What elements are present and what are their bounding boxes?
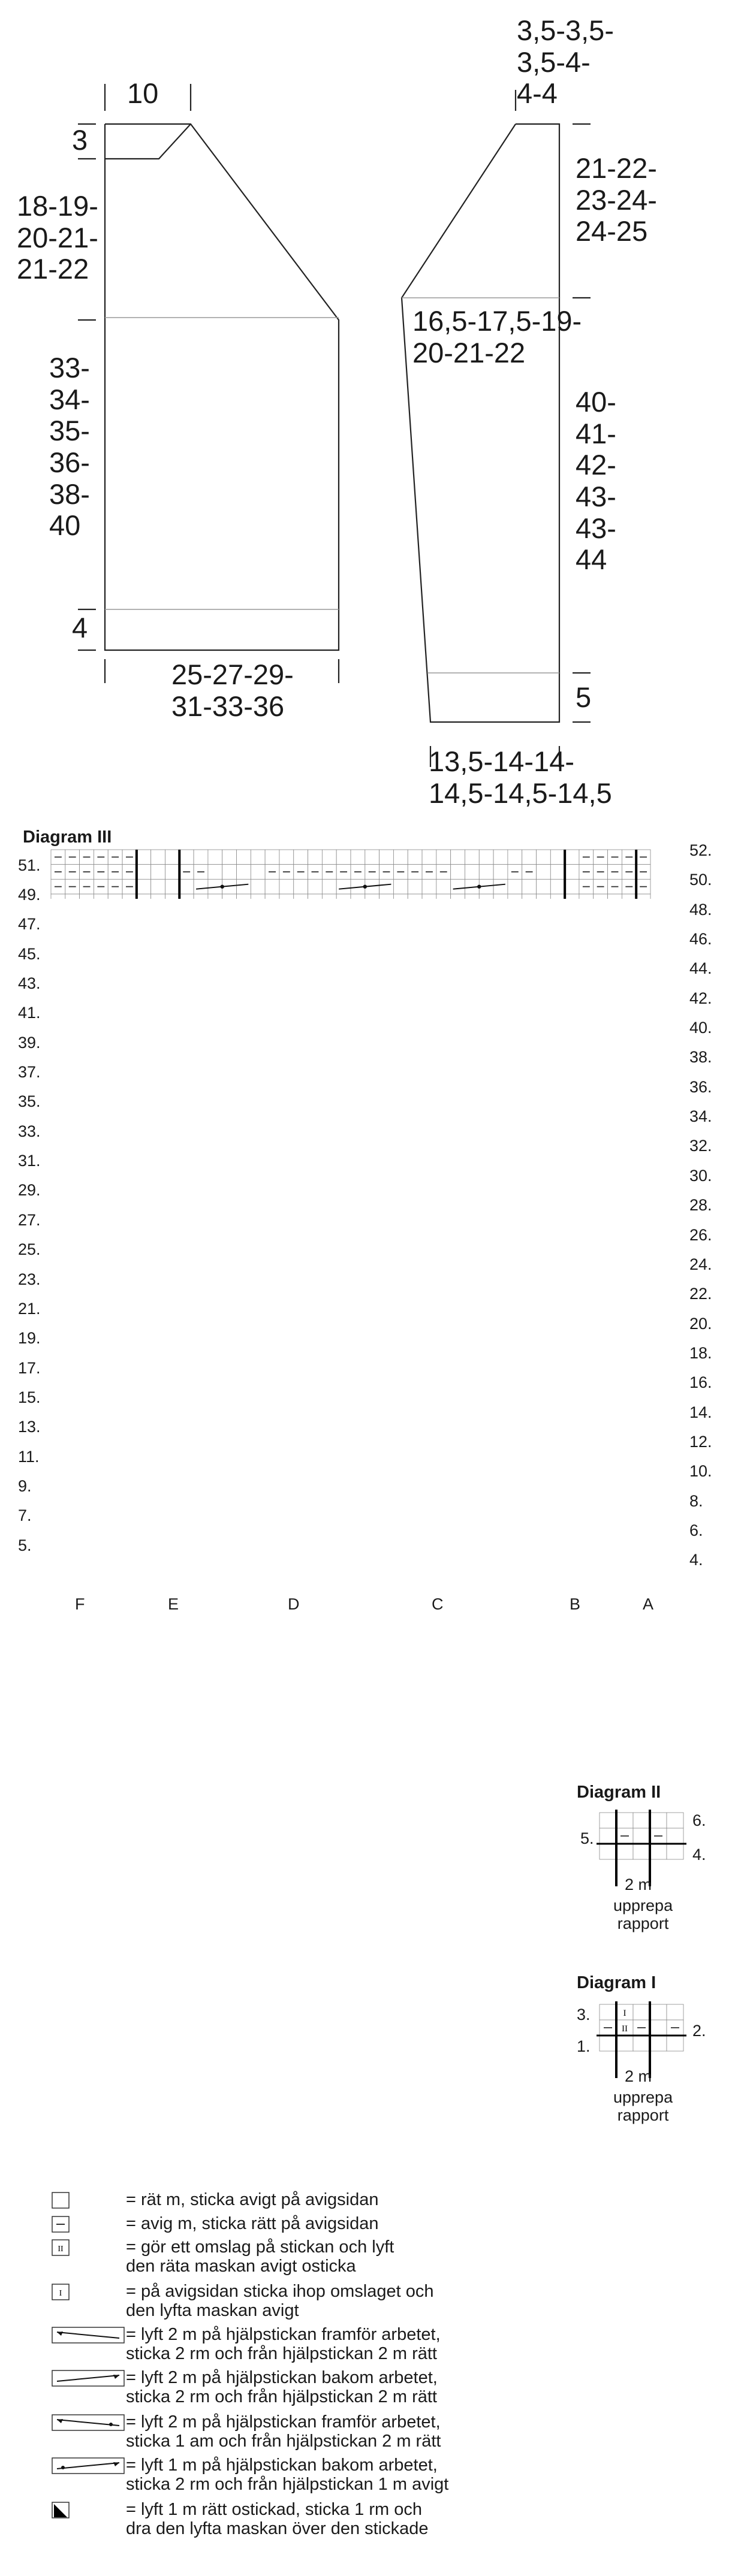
yarn-over-slip-icon [51,2239,71,2257]
diagram-2-repeat-count: 2 m [625,1876,652,1894]
row-number-right: 32. [689,1137,712,1155]
diagram-2-repeat-label: upprepa rapport [613,1896,673,1933]
purl-dot [109,2423,113,2426]
row-number-left: 47. [18,915,41,934]
section-letter: E [168,1595,179,1613]
row-number-right: 40. [689,1019,712,1037]
front-top-width: 10 [127,77,159,109]
diagram-2-row-6: 6. [692,1811,706,1829]
sleeve-cuff-height: 5 [576,681,592,713]
symbol-glyph: II [58,2245,64,2254]
legend-text: = rät m, sticka avigt på avigsidan [126,2190,379,2209]
sleeve-cap-height: 21-22- 23-24- 24-25 [576,152,657,247]
legend-swatch [52,2193,69,2208]
diagram-2-title: Diagram II [577,1783,661,1802]
grid-cell [633,2036,650,2051]
legend-text: = gör ett omslag på stickan och lyft den räta maskan avigt osticka [126,2237,394,2276]
row-number-right: 42. [689,989,712,1007]
row-number-right: 24. [689,1255,712,1273]
grid-cell [650,2020,667,2036]
front-top-drop: 3 [72,124,88,156]
purl-together-symbol: II [622,2024,628,2034]
row-number-left: 39. [18,1033,41,1052]
row-number-right: 16. [689,1373,712,1392]
row-number-left: 25. [18,1240,41,1259]
row-number-left: 41. [18,1004,41,1022]
diagram-1-repeat-count: 2 m [625,2067,652,2085]
row-number-left: 11. [18,1447,40,1466]
sleeve-length: 40- 41- 42- 43- 43- 44 [576,386,616,576]
row-number-right: 52. [689,841,712,859]
row-number-right: 20. [689,1314,712,1333]
knit-square-icon [51,2191,71,2209]
section-letter: C [432,1595,444,1613]
grid-cell [633,2004,650,2020]
slip-knit-pass-icon [51,2501,71,2519]
diagram-1-row-3: 3. [577,2006,591,2024]
legend-text: = lyft 2 m på hjälpstickan bakom arbetet, sticka 2 rm och från hjälpstickan 2 m rätt [126,2368,438,2407]
section-letter: B [570,1595,581,1613]
row-number-left: 29. [18,1181,41,1200]
legend-text: = på avigsidan sticka ihop omslaget och den lyfta maskan avigt [126,2282,434,2321]
row-number-left: 45. [18,944,41,963]
row-number-left: 19. [18,1329,41,1348]
row-number-right: 34. [689,1107,712,1126]
diagram-1-row-1: 1. [577,2037,591,2055]
grid-cell [600,2004,616,2020]
row-number-right: 48. [689,900,712,919]
row-number-left: 37. [18,1063,41,1082]
row-number-left: 33. [18,1122,41,1140]
row-number-left: 31. [18,1152,41,1170]
row-number-right: 30. [689,1166,712,1185]
front-width: 25-27-29- 31-33-36 [171,659,294,722]
purl-together-icon [51,2283,71,2301]
diagram-1-row-2: 2. [692,2022,706,2040]
row-number-right: 50. [689,871,712,889]
row-number-left: 35. [18,1092,41,1111]
row-number-left: 23. [18,1270,41,1288]
sleeve-cuff-width: 13,5-14-14- 14,5-14,5-14,5 [429,745,612,809]
row-number-right: 10. [689,1462,712,1481]
row-number-right: 22. [689,1285,712,1303]
section-letter: F [75,1595,85,1613]
row-number-right: 38. [689,1048,712,1067]
sleeve-upper-width: 16,5-17,5-19- 20-21-22 [412,305,582,369]
row-number-left: 5. [18,1536,32,1554]
diagram-2-row-5: 5. [580,1829,594,1847]
cable-right-2-2-icon [51,2369,126,2387]
diagram-1-repeat-label: upprepa rapport [613,2088,673,2125]
cable-left-2-2-icon [51,2326,126,2344]
front-rib-height: 4 [72,612,88,644]
row-number-right: 18. [689,1343,712,1362]
grid-cell [650,2036,667,2051]
row-number-left: 43. [18,974,41,993]
grid-cell [616,2036,633,2051]
row-number-right: 36. [689,1077,712,1096]
row-number-right: 8. [689,1491,703,1510]
row-number-right: 4. [689,1551,703,1569]
cable-left-purl-icon [51,2414,126,2432]
row-number-left: 17. [18,1358,41,1377]
purl-dash-icon [51,2215,71,2233]
section-letter: A [643,1595,654,1613]
sleeve-top-width: 3,5-3,5- 3,5-4- 4-4 [517,14,614,110]
row-number-left: 9. [18,1476,32,1495]
section-letter: D [288,1595,300,1613]
row-number-left: 49. [18,886,41,904]
row-number-left: 21. [18,1299,41,1318]
row-number-left: 15. [18,1388,41,1406]
grid-cell [650,2004,667,2020]
legend-text: = lyft 1 m rätt ostickad, sticka 1 rm och dra den lyfta maskan över den stickade [126,2500,429,2539]
legend-text: = avig m, sticka rätt på avigsidan [126,2214,379,2233]
grid-cell [600,2036,616,2051]
grid-cell [667,2036,683,2051]
yarn-over-slip-symbol: I [623,2009,626,2018]
row-number-right: 26. [689,1225,712,1244]
diagram-2-row-4: 4. [692,1846,706,1864]
front-armhole-height: 18-19- 20-21- 21-22 [17,190,98,285]
row-number-right: 44. [689,959,712,978]
legend-text: = lyft 1 m på hjälpstickan bakom arbetet, sticka 2 rm och från hjälpstickan 1 m avigt [126,2456,449,2495]
front-body-length: 33- 34- 35- 36- 38- 40 [49,352,90,542]
row-number-right: 28. [689,1196,712,1215]
row-number-left: 13. [18,1418,41,1436]
diagram-1-title: Diagram I [577,1973,656,1992]
legend-text: = lyft 2 m på hjälpstickan framför arbetet, sticka 2 rm och från hjälpstickan 2 m rätt [126,2325,441,2364]
row-number-right: 12. [689,1432,712,1451]
row-number-right: 46. [689,930,712,949]
row-number-left: 7. [18,1506,32,1525]
row-number-left: 51. [18,856,41,874]
row-number-right: 6. [689,1521,703,1539]
row-number-right: 14. [689,1403,712,1421]
grid-cell [667,2004,683,2020]
diagram-3-title: Diagram III [23,828,112,847]
symbol-glyph: I [59,2289,62,2298]
legend-text: = lyft 2 m på hjälpstickan framför arbetet, sticka 1 am och från hjälpstickan 2 m rätt [126,2412,441,2451]
cable-right-purl-icon [51,2457,126,2475]
purl-dot [61,2466,65,2469]
row-number-left: 27. [18,1210,41,1229]
